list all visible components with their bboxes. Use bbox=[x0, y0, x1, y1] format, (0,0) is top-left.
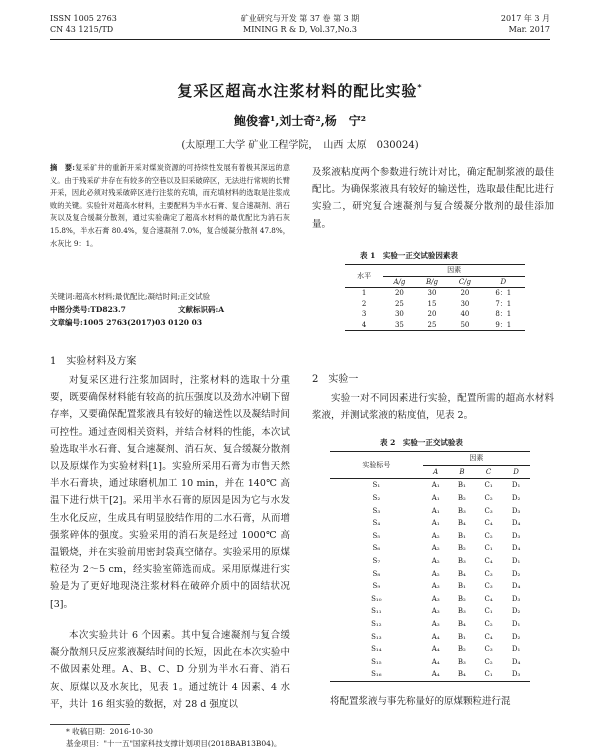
table-1-col-header: A/g bbox=[393, 277, 406, 286]
table-cell: C₁ bbox=[484, 544, 493, 553]
article-number: 文章编号:1005 2763(2017)03 0120 03 bbox=[50, 318, 203, 327]
table-cell: S₁₅ bbox=[371, 657, 382, 666]
table-cell: B₃ bbox=[457, 506, 466, 515]
table-cell: C₁ bbox=[484, 481, 493, 490]
table-2-row bbox=[330, 555, 530, 568]
table-1-col-header: B/g bbox=[425, 277, 438, 286]
table-cell: A₂ bbox=[431, 531, 440, 540]
table-2-row bbox=[330, 605, 530, 618]
header-journal-en: MINING R & D, Vol.37,No.3 bbox=[243, 25, 357, 34]
table-cell: C₃ bbox=[484, 506, 493, 515]
paper-title: 复采区超高水注浆材料的配比实验* bbox=[177, 82, 423, 100]
table-cell: 3 bbox=[361, 310, 367, 319]
table-cell: D₁ bbox=[511, 620, 521, 629]
table-1-row bbox=[345, 288, 525, 299]
table-cell: D₁ bbox=[511, 557, 521, 566]
table-cell: C₃ bbox=[484, 582, 493, 591]
table-cell: 4 bbox=[361, 320, 367, 329]
table-cell: A₁ bbox=[431, 481, 440, 490]
table-cell: B₃ bbox=[457, 557, 466, 566]
footnote-fund: 基金项目："十一五"国家科技支撑计划项目(2018BAB13B04)。 bbox=[66, 739, 282, 748]
table-cell: A₄ bbox=[431, 645, 440, 654]
table-cell: B₁ bbox=[457, 582, 466, 591]
table-cell: 20 bbox=[460, 289, 470, 298]
table-cell: C₄ bbox=[484, 632, 493, 641]
table-2-row bbox=[330, 542, 530, 555]
table-cell: B₄ bbox=[457, 670, 466, 679]
header-cn: CN 43 1215/TD bbox=[50, 25, 114, 34]
table-cell: 30 bbox=[460, 299, 470, 308]
section-1-paragraph-2: 本次实验共计 6 个因素。其中复合速凝剂与复合缓凝分散剂只反应浆液凝结时间的长短，因此在本次实验中不做因素处理。A、B、C、D 分别为半水石膏、消石灰、原煤以及水灰比，见表 1。通过统计 4 因素、4 水平，共计 16 组实验的数据，对 28 d 强度以 bbox=[50, 630, 290, 710]
section-1-heading: 1 实验材料及方案 bbox=[50, 356, 137, 367]
table-cell: S₁₀ bbox=[371, 594, 382, 603]
document-code: 文献标识码:A bbox=[178, 305, 225, 314]
table-cell: B₁ bbox=[457, 632, 466, 641]
table-cell: A₄ bbox=[431, 632, 440, 641]
table-cell: A₃ bbox=[431, 594, 440, 603]
table-2-row bbox=[330, 504, 530, 517]
table-cell: S₈ bbox=[372, 569, 381, 578]
table-cell: D₂ bbox=[511, 569, 521, 578]
table-cell: C₂ bbox=[484, 657, 493, 666]
table-cell: D₄ bbox=[511, 519, 521, 528]
table-cell: 50 bbox=[460, 320, 470, 329]
table-1-row bbox=[345, 299, 525, 310]
table-cell: 15 bbox=[427, 299, 437, 308]
keywords: 关键词:超高水材料;最优配比;凝结时间;正交试验 bbox=[50, 292, 211, 301]
table-2-row bbox=[330, 668, 530, 681]
table-cell: 35 bbox=[394, 320, 404, 329]
table-cell: C₁ bbox=[484, 607, 493, 616]
table-1 bbox=[345, 264, 525, 331]
table-cell: 25 bbox=[394, 299, 404, 308]
table-cell: C₃ bbox=[484, 645, 493, 654]
table-cell: D₃ bbox=[511, 531, 521, 540]
table-cell: 20 bbox=[427, 310, 437, 319]
table-2-row bbox=[330, 630, 530, 643]
table-cell: B₂ bbox=[457, 544, 466, 553]
section-2-paragraph: 实验一对不同因素进行实验，配置所需的超高水材料浆液，并测试浆液的粘度值，见表 2。 bbox=[312, 393, 554, 422]
table-2-col-header: B bbox=[449, 465, 475, 479]
table-cell: D₂ bbox=[511, 632, 521, 641]
table-cell: S₁₄ bbox=[371, 645, 382, 654]
table-cell: S₅ bbox=[372, 531, 381, 540]
table-2-row bbox=[330, 517, 530, 530]
table-cell: D₄ bbox=[511, 582, 521, 591]
table-cell: S₉ bbox=[372, 582, 381, 591]
table-cell: D₄ bbox=[511, 657, 521, 666]
right-bottom-text: 将配置浆液与事先称量好的原煤颗粒进行混 bbox=[330, 696, 511, 707]
table-2-row bbox=[330, 567, 530, 580]
table-cell: C₁ bbox=[484, 670, 493, 679]
authors: 鲍俊睿¹,刘士奇²,杨 宁² bbox=[233, 114, 367, 128]
table-2 bbox=[330, 451, 530, 682]
table-cell: 2 bbox=[361, 299, 367, 308]
table-2-col-header: C bbox=[475, 465, 502, 479]
table-cell: D₁ bbox=[511, 645, 521, 654]
table-cell: S₁₃ bbox=[371, 632, 382, 641]
table-cell: C₄ bbox=[484, 594, 493, 603]
table-cell: B₄ bbox=[457, 519, 466, 528]
table-cell: D₄ bbox=[511, 544, 521, 553]
table-1-row bbox=[345, 320, 525, 331]
abstract-label: 摘 要: bbox=[50, 163, 75, 172]
table-cell: A₂ bbox=[431, 544, 440, 553]
table-cell: S₁₂ bbox=[371, 620, 382, 629]
abstract-text: 复采矿井的重新开采对煤炭资源的可持续性发展有着极其深远的意义。由于残采矿井存在有较多的空巷以及旧采破碎区，无法进行常规的长臂开采，因此必须对残采破碎区进行注浆的充填，而充填材料的选取是注浆成败的关键。实验针对超高水材料，主要配料为半水石膏、复合速凝剂、消石灰以及复合缓凝分散剂，通过实验确定了超高水材料的最优配比为消石灰 15.8%，半水石膏 80.4%，复合速凝剂 7.0%，复合缓凝分散剂 47.8%，水灰比 9：1。 bbox=[50, 163, 290, 248]
table-2-row bbox=[330, 656, 530, 669]
table-2-row bbox=[330, 618, 530, 631]
header-journal-cn: 矿业研究与开发 第 37 卷 第 3 期 bbox=[240, 14, 360, 23]
table-cell: B₄ bbox=[457, 569, 466, 578]
table-cell: C₂ bbox=[484, 620, 493, 629]
table-cell: D₃ bbox=[511, 506, 521, 515]
table-cell: S₁₁ bbox=[371, 607, 382, 616]
abstract bbox=[50, 162, 290, 250]
table-1-row bbox=[345, 309, 525, 320]
table-cell: 9：1 bbox=[495, 320, 512, 329]
table-cell: A₂ bbox=[431, 569, 440, 578]
table-cell: A₂ bbox=[431, 557, 440, 566]
clc-number: 中图分类号:TD823.7 bbox=[50, 305, 126, 314]
table-cell: S₂ bbox=[372, 494, 381, 503]
table-cell: S₄ bbox=[372, 519, 381, 528]
table-cell: C₄ bbox=[484, 519, 493, 528]
table-2-row bbox=[330, 530, 530, 543]
table-cell: B₂ bbox=[457, 594, 466, 603]
table-cell: S₁₆ bbox=[371, 670, 382, 679]
table-cell: D₂ bbox=[511, 607, 521, 616]
table-cell: A₃ bbox=[431, 582, 440, 591]
table-2-row-header: 实验标号 bbox=[330, 452, 423, 479]
header-date-cn: 2017 年 3 月 bbox=[500, 14, 550, 23]
table-cell: 25 bbox=[427, 320, 437, 329]
right-paragraph-1: 及浆液粘度两个参数进行统计对比，确定配制浆液的最佳配比。为确保浆液具有较好的输送性，选取最佳配比进行实验二，研究复合速凝剂与复合缓凝分散剂的最佳添加量。 bbox=[312, 167, 554, 230]
table-2-row bbox=[330, 580, 530, 593]
table-cell: B₃ bbox=[457, 607, 466, 616]
table-cell: S₆ bbox=[372, 544, 381, 553]
table-cell: B₄ bbox=[457, 620, 466, 629]
table-2-row bbox=[330, 492, 530, 505]
table-2-col-header: D bbox=[502, 465, 530, 479]
table-2-caption: 表 2 实验一正交试验表 bbox=[380, 438, 463, 447]
table-cell: C₂ bbox=[484, 494, 493, 503]
table-cell: A₄ bbox=[431, 657, 440, 666]
table-1-caption: 表 1 实验一正交试验因素表 bbox=[360, 251, 458, 260]
footnote-rule bbox=[50, 724, 130, 725]
table-cell: A₁ bbox=[431, 506, 440, 515]
table-cell: C₂ bbox=[484, 531, 493, 540]
table-cell: S₇ bbox=[372, 557, 381, 566]
section-2-heading: 2 实验一 bbox=[312, 374, 359, 385]
table-cell: C₃ bbox=[484, 569, 493, 578]
table-cell: B₂ bbox=[457, 645, 466, 654]
table-cell: B₃ bbox=[457, 657, 466, 666]
footnote-received: * 收稿日期：2016-10-30 bbox=[66, 727, 153, 736]
table-cell: 30 bbox=[427, 289, 437, 298]
table-cell: 40 bbox=[460, 310, 470, 319]
header-date-en: Mar. 2017 bbox=[508, 25, 550, 34]
table-cell: 8：1 bbox=[495, 310, 512, 319]
header-rule bbox=[50, 39, 550, 40]
table-2-row bbox=[330, 643, 530, 656]
table-cell: B₂ bbox=[457, 494, 466, 503]
table-cell: A₁ bbox=[431, 519, 440, 528]
table-cell: A₁ bbox=[431, 494, 440, 503]
affiliation: (太原理工大学 矿业工程学院， 山西 太原 030024) bbox=[181, 140, 419, 151]
table-2-factor-header: 因素 bbox=[423, 452, 530, 466]
table-cell: 30 bbox=[394, 310, 404, 319]
table-2-row bbox=[330, 593, 530, 606]
table-cell: A₄ bbox=[431, 670, 440, 679]
table-cell: B₁ bbox=[457, 481, 466, 490]
table-cell: D₃ bbox=[511, 594, 521, 603]
table-cell: 1 bbox=[361, 289, 367, 298]
table-cell: D₃ bbox=[511, 670, 521, 679]
table-cell: 7：1 bbox=[495, 299, 512, 308]
table-cell: 20 bbox=[394, 289, 404, 298]
table-1-row-header: 水平 bbox=[345, 265, 383, 288]
table-cell: A₃ bbox=[431, 607, 440, 616]
table-1-col-header: C/g bbox=[458, 277, 472, 286]
table-cell: S₁ bbox=[372, 481, 381, 490]
table-1-col-header: D bbox=[500, 277, 507, 286]
header-issn: ISSN 1005 2763 bbox=[50, 14, 117, 23]
table-cell: S₃ bbox=[372, 506, 381, 515]
table-cell: B₁ bbox=[457, 531, 466, 540]
table-cell: D₂ bbox=[511, 494, 521, 503]
table-cell: C₄ bbox=[484, 557, 493, 566]
table-2-col-header: A bbox=[423, 465, 449, 479]
table-cell: 6：1 bbox=[495, 289, 512, 298]
table-1-factor-header: 因素 bbox=[383, 265, 525, 277]
table-2-row bbox=[330, 479, 530, 492]
table-cell: D₁ bbox=[511, 481, 521, 490]
table-cell: A₃ bbox=[431, 620, 440, 629]
section-1-paragraph-1: 对复采区进行注浆加固时，注浆材料的选取十分重要，既要确保材料能有较高的抗压强度以及劲水冲刷下留存率，又要确保配置浆液具有较好的输送性以及凝结时间可控性。通过查阅相关资料，并结合材料的性能，本次试验选取半水石膏、复合速凝剂、消石灰、复合缓凝分散剂以及原煤作为实验材料[1]。实验所采用石膏为市售天然半水石膏块，通过球磨机加工 10 min，并在 140℃ 高温下进行烘干[2]。采用半水石膏的原因是因为它与水发生水化反应，生成具有明显胶结作用的二水石膏，从而增强浆碎体的强度。实验采用的消石灰是经过 1000℃ 高温锻烧，并在实验前用密封袋真空储存。实验采用的原煤粒径为 2～5 cm，经实验室筛选而成。采用原煤进行实验是为了更好地现浇注浆材料在破碎介质中的固结状况[3]。 bbox=[50, 375, 290, 610]
